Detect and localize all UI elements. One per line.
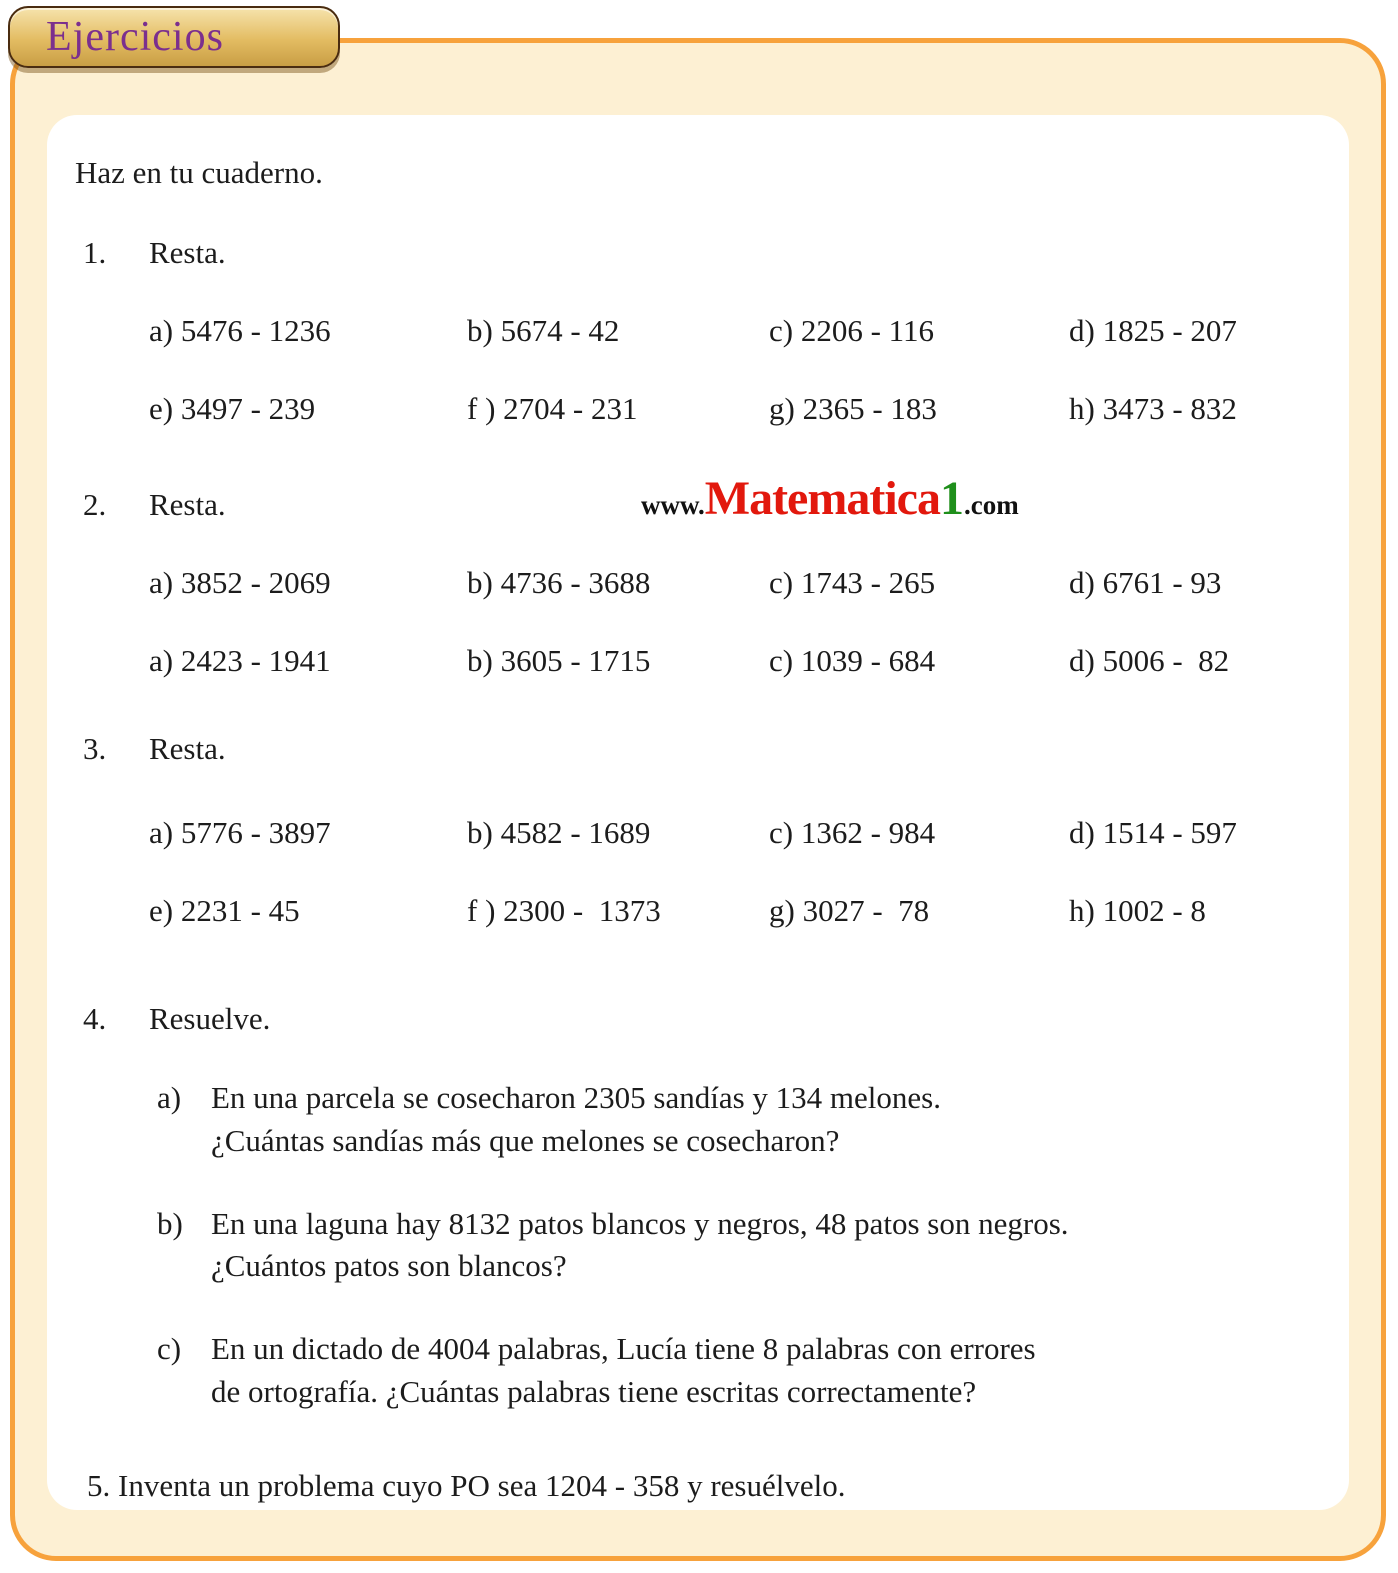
exercise-1-row-2 [149,391,1331,427]
word-problem-b-label: b) [157,1205,183,1241]
exercise-item: c) 1362 - 984 [769,815,936,850]
word-problem-a-label: a) [157,1080,182,1115]
exercise-item: d) 6761 - 93 [1069,565,1222,600]
word-problem-c-line2: de ortografía. ¿Cuántas palabras tiene escritas correctamente? [211,1373,977,1409]
exercise-item: e) 3497 - 239 [149,391,316,426]
logo-com-text: .com [963,490,1019,520]
matematica1-logo [641,471,1019,526]
exercise-2-number: 2. [83,487,107,522]
exercise-item: c) 1039 - 684 [769,643,936,678]
exercise-4-heading [83,1001,1331,1037]
exercise-3-heading [83,731,1331,767]
exercise-3-row-2 [149,893,1331,929]
exercise-item: a) 2423 - 1941 [149,643,331,678]
exercise-3-number: 3. [83,731,107,766]
exercise-4-number: 4. [83,1001,107,1036]
exercise-2-row-2 [149,643,1331,679]
word-problem-a-line1: En una parcela se cosecharon 2305 sandías y 134 melones. [211,1080,941,1115]
exercise-item: g) 2365 - 183 [769,391,937,426]
logo-www-text: www. [641,490,705,520]
logo-digit-text: 1 [939,472,964,525]
exercise-2-heading [83,472,1331,525]
exercise-item: d) 5006 - 82 [1069,643,1230,678]
exercise-3-title: Resta. [149,731,226,766]
exercise-2-row-1 [149,565,1331,601]
exercise-item: a) 5476 - 1236 [149,313,331,348]
logo-brand-text: Matematica [704,472,940,525]
exercise-item: g) 3027 - 78 [769,893,930,928]
word-problem-c-line1: En un dictado de 4004 palabras, Lucía tiene 8 palabras con errores [211,1331,1036,1367]
exercise-item: b) 3605 - 1715 [467,643,651,678]
exercise-item: d) 1825 - 207 [1069,313,1237,348]
ejercicios-tab-label: Ejercicios [46,14,224,60]
exercise-item: b) 5674 - 42 [467,313,620,348]
word-problem-c-label: c) [157,1331,182,1367]
word-problem-5: 5. Inventa un problema cuyo PO sea 1204 - 358 y resuélvelo. [87,1467,846,1503]
word-problem-b [157,1203,1331,1289]
exercise-item: c) 1743 - 265 [769,565,936,600]
exercise-item: d) 1514 - 597 [1069,815,1237,850]
exercise-item: a) 3852 - 2069 [149,565,331,600]
exercise-1-number: 1. [83,235,107,270]
word-problem-b-line1: En una laguna hay 8132 patos blancos y negros, 48 patos son negros. [211,1205,1069,1241]
word-problem-c-text [211,1328,1036,1414]
content-panel [47,115,1349,1510]
exercise-item: f ) 2300 - 1373 [467,893,661,928]
word-problem-b-text [211,1203,1069,1289]
word-problem-c [157,1328,1331,1414]
exercise-item: b) 4736 - 3688 [467,565,651,600]
word-problem-a-line2: ¿Cuántas sandías más que melones se cosecharon? [211,1122,840,1158]
exercise-4-title: Resuelve. [149,1001,271,1036]
word-problem-b-line2: ¿Cuántos patos son blancos? [211,1248,567,1284]
exercise-1-title: Resta. [149,235,226,270]
ejercicios-tab [8,6,340,68]
exercise-item: e) 2231 - 45 [149,893,300,928]
exercise-item: h) 3473 - 832 [1069,391,1237,426]
exercise-2-title: Resta. [149,487,226,522]
exercise-item: h) 1002 - 8 [1069,893,1206,928]
word-problem-a-text [211,1077,941,1163]
exercise-item: c) 2206 - 116 [769,313,935,348]
intro-text: Haz en tu cuaderno. [75,155,323,190]
exercise-1-row-1 [149,313,1331,349]
exercise-1-heading [83,235,1331,271]
exercise-item: b) 4582 - 1689 [467,815,651,850]
exercise-item: a) 5776 - 3897 [149,815,331,850]
exercise-item: f ) 2704 - 231 [467,391,638,426]
exercise-3-row-1 [149,815,1331,851]
worksheet-frame [10,38,1386,1561]
word-problem-a [157,1077,1331,1163]
